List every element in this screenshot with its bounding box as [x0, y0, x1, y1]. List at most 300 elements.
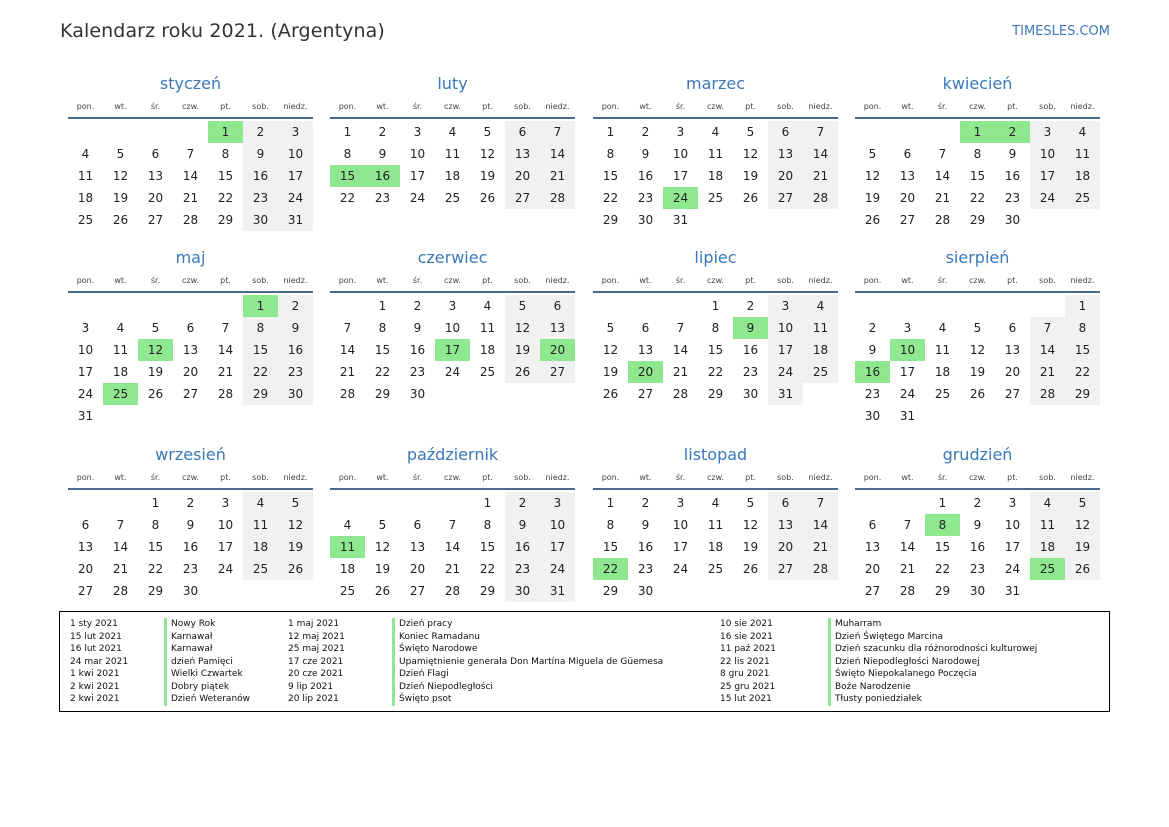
day-cell: 18	[479, 343, 496, 357]
day-cell: 27	[77, 584, 94, 598]
day-cell: 4	[448, 125, 457, 139]
day-cell: 14	[217, 343, 234, 357]
day-cell: 3	[278, 121, 313, 143]
day-cell: 13	[768, 514, 803, 536]
month-calendar	[593, 73, 838, 231]
day-cell: 17	[768, 339, 803, 361]
week-row	[593, 580, 838, 602]
empty-day-cell	[505, 383, 540, 405]
day-cell: 14	[1030, 339, 1065, 361]
weekday-header	[68, 97, 313, 119]
day-cell: 17	[435, 339, 470, 361]
day-cell: 2	[243, 121, 278, 143]
day-cell: 28	[217, 387, 234, 401]
day-cell: 9	[505, 514, 540, 536]
day-cell: 27	[899, 213, 916, 227]
day-cell: 29	[374, 387, 391, 401]
week-row	[855, 536, 1100, 558]
day-cell: 15	[147, 540, 164, 554]
weekday-label: wt.	[639, 102, 652, 111]
day-cell: 20	[899, 191, 916, 205]
empty-day-cell	[540, 383, 575, 405]
month-calendar	[68, 444, 313, 602]
weeks	[855, 490, 1100, 602]
weekday-label: niedz.	[545, 473, 570, 482]
day-cell: 31	[540, 580, 575, 602]
day-cell: 4	[343, 518, 352, 532]
site-link[interactable]: TIMESLES.COM	[1012, 24, 1110, 39]
empty-day-cell	[855, 121, 890, 143]
day-cell: 4	[483, 299, 492, 313]
day-cell: 6	[540, 295, 575, 317]
day-cell: 26	[1065, 558, 1100, 580]
weekday-label: pt.	[220, 473, 231, 482]
weekday-header	[330, 271, 575, 293]
day-cell: 29	[934, 584, 951, 598]
day-cell: 22	[147, 562, 164, 576]
day-cell: 21	[934, 191, 951, 205]
empty-day-cell	[103, 295, 138, 317]
holiday-names-column-2	[392, 618, 663, 706]
day-cell: 3	[413, 125, 422, 139]
week-row	[593, 514, 838, 536]
day-cell: 18	[1065, 165, 1100, 187]
holiday-name: Wielki Czwartek	[171, 669, 243, 679]
day-cell: 30	[278, 383, 313, 405]
day-cell: 3	[1030, 121, 1065, 143]
empty-day-cell	[733, 209, 768, 231]
holiday-name: Nowy Rok	[171, 619, 216, 629]
weekday-label: sob.	[252, 276, 269, 285]
holiday-date: 15 lut 2021	[720, 694, 772, 704]
weekday-label: wt.	[901, 102, 914, 111]
day-cell: 10	[409, 147, 426, 161]
holiday-name: Karnawał	[171, 644, 213, 654]
day-cell: 6	[641, 321, 650, 335]
weekday-label: wt.	[376, 102, 389, 111]
day-cell: 19	[969, 365, 986, 379]
weekday-label: niedz.	[808, 102, 833, 111]
holiday-date: 1 maj 2021	[288, 619, 340, 629]
weekday-label: sob.	[1039, 473, 1056, 482]
day-cell: 4	[1030, 492, 1065, 514]
day-cell: 28	[540, 187, 575, 209]
day-cell: 6	[768, 492, 803, 514]
weekday-label: pon.	[601, 102, 620, 111]
empty-day-cell	[1065, 209, 1100, 231]
day-cell: 19	[112, 191, 129, 205]
weekday-label: czw.	[182, 276, 199, 285]
day-cell: 19	[374, 562, 391, 576]
day-cell: 16	[409, 343, 426, 357]
day-cell: 25	[243, 558, 278, 580]
holiday-name: Karnawał	[171, 631, 213, 642]
day-cell: 15	[934, 540, 951, 554]
day-cell: 13	[409, 540, 426, 554]
weekday-label: wt.	[114, 276, 127, 285]
week-row	[68, 295, 313, 317]
day-cell: 30	[969, 584, 986, 598]
day-cell: 17	[672, 169, 689, 183]
day-cell: 7	[221, 321, 230, 335]
day-cell: 16	[182, 540, 199, 554]
day-cell: 19	[505, 339, 540, 361]
empty-day-cell	[103, 405, 138, 427]
empty-day-cell	[103, 492, 138, 514]
week-row	[855, 405, 1100, 427]
weekday-label: śr.	[937, 276, 948, 285]
day-cell: 25	[707, 191, 724, 205]
day-cell: 19	[864, 191, 881, 205]
day-cell: 5	[378, 518, 387, 532]
weekday-label: pon.	[76, 276, 95, 285]
day-cell: 22	[602, 191, 619, 205]
empty-day-cell	[995, 405, 1030, 427]
holiday-name: Dzień Niepodległości	[399, 681, 493, 692]
day-cell: 26	[969, 387, 986, 401]
day-cell: 17	[672, 540, 689, 554]
day-cell: 7	[540, 121, 575, 143]
day-cell: 27	[637, 387, 654, 401]
day-cell: 26	[505, 361, 540, 383]
empty-day-cell	[698, 209, 733, 231]
day-cell: 29	[602, 213, 619, 227]
day-cell: 21	[112, 562, 129, 576]
day-cell: 20	[1004, 365, 1021, 379]
day-cell: 3	[676, 496, 685, 510]
weekday-label: pon.	[338, 276, 357, 285]
day-cell: 5	[973, 321, 982, 335]
day-cell: 13	[77, 540, 94, 554]
day-cell: 1	[1065, 295, 1100, 317]
day-cell: 19	[147, 365, 164, 379]
weeks	[593, 490, 838, 602]
day-cell: 10	[540, 514, 575, 536]
day-cell: 7	[938, 147, 947, 161]
week-row	[330, 514, 575, 536]
day-cell: 4	[243, 492, 278, 514]
weekday-label: wt.	[376, 473, 389, 482]
week-row	[593, 165, 838, 187]
day-cell: 7	[116, 518, 125, 532]
day-cell: 22	[1065, 361, 1100, 383]
weeks	[593, 293, 838, 405]
week-row	[593, 209, 838, 231]
day-cell: 5	[746, 125, 755, 139]
weekday-label: sob.	[777, 276, 794, 285]
day-cell: 13	[505, 143, 540, 165]
month-calendar	[330, 247, 575, 405]
day-cell: 7	[186, 147, 195, 161]
month-name: maj	[175, 248, 206, 267]
holiday-name: Muharram	[835, 619, 882, 629]
day-cell: 9	[243, 143, 278, 165]
day-cell: 10	[1030, 143, 1065, 165]
week-row	[593, 143, 838, 165]
weekday-label: pt.	[745, 102, 756, 111]
empty-day-cell	[593, 295, 628, 317]
empty-day-cell	[365, 492, 400, 514]
holiday-name: dzień Pamięci	[171, 656, 233, 667]
day-cell: 22	[243, 361, 278, 383]
holiday-date: 12 maj 2021	[288, 631, 345, 642]
day-cell: 28	[339, 387, 356, 401]
day-cell: 20	[147, 191, 164, 205]
day-cell: 6	[151, 147, 160, 161]
day-cell: 2	[413, 299, 422, 313]
holiday-date: 1 sty 2021	[70, 619, 118, 629]
weekday-label: pon.	[863, 276, 882, 285]
day-cell: 11	[330, 536, 365, 558]
weekday-label: pt.	[745, 276, 756, 285]
empty-day-cell	[470, 383, 505, 405]
day-cell: 26	[374, 584, 391, 598]
weekday-label: pt.	[482, 102, 493, 111]
weekday-label: śr.	[675, 102, 686, 111]
day-cell: 14	[444, 540, 461, 554]
day-cell: 7	[343, 321, 352, 335]
day-cell: 6	[413, 518, 422, 532]
day-cell: 26	[602, 387, 619, 401]
day-cell: 16	[742, 343, 759, 357]
day-cell: 22	[707, 365, 724, 379]
week-row	[330, 317, 575, 339]
week-row	[855, 187, 1100, 209]
weekday-label: pt.	[1007, 473, 1018, 482]
weekday-label: czw.	[707, 473, 724, 482]
day-cell: 25	[103, 383, 138, 405]
weekday-label: wt.	[901, 276, 914, 285]
day-cell: 20	[77, 562, 94, 576]
week-row	[68, 317, 313, 339]
day-cell: 16	[855, 361, 890, 383]
holiday-name: Święto Niepokalanego Poczęcia	[835, 669, 977, 679]
empty-day-cell	[890, 492, 925, 514]
day-cell: 25	[803, 361, 838, 383]
day-cell: 24	[899, 387, 916, 401]
day-cell: 1	[938, 496, 947, 510]
day-cell: 16	[505, 536, 540, 558]
week-row	[855, 295, 1100, 317]
day-cell: 19	[1065, 536, 1100, 558]
weekday-label: wt.	[639, 276, 652, 285]
empty-day-cell	[173, 121, 208, 143]
day-cell: 13	[899, 169, 916, 183]
day-cell: 24	[217, 562, 234, 576]
day-cell: 5	[116, 147, 125, 161]
day-cell: 12	[479, 147, 496, 161]
day-cell: 11	[444, 147, 461, 161]
weekday-label: czw.	[444, 102, 461, 111]
day-cell: 27	[147, 213, 164, 227]
week-row	[593, 383, 838, 405]
day-cell: 14	[899, 540, 916, 554]
day-cell: 20	[505, 165, 540, 187]
weeks	[855, 293, 1100, 427]
day-cell: 17	[1004, 540, 1021, 554]
weekday-label: niedz.	[808, 276, 833, 285]
day-cell: 15	[602, 169, 619, 183]
empty-day-cell	[243, 405, 278, 427]
holiday-date: 20 lip 2021	[288, 694, 339, 704]
week-row	[330, 143, 575, 165]
weekday-label: czw.	[707, 276, 724, 285]
holiday-date: 22 lis 2021	[720, 656, 770, 667]
day-cell: 21	[540, 165, 575, 187]
empty-day-cell	[925, 295, 960, 317]
day-cell: 21	[672, 365, 689, 379]
day-cell: 9	[868, 343, 877, 357]
week-row	[330, 492, 575, 514]
day-cell: 19	[602, 365, 619, 379]
week-row	[68, 492, 313, 514]
day-cell: 26	[742, 191, 759, 205]
day-cell: 20	[182, 365, 199, 379]
day-cell: 11	[1065, 143, 1100, 165]
empty-day-cell	[278, 405, 313, 427]
day-cell: 31	[768, 383, 803, 405]
day-cell: 23	[505, 558, 540, 580]
day-cell: 24	[768, 361, 803, 383]
day-cell: 29	[147, 584, 164, 598]
day-cell: 31	[77, 409, 94, 423]
day-cell: 24	[663, 187, 698, 209]
holiday-date: 8 gru 2021	[720, 669, 770, 679]
day-cell: 3	[448, 299, 457, 313]
day-cell: 18	[444, 169, 461, 183]
weekday-label: pon.	[601, 473, 620, 482]
weekday-label: niedz.	[283, 102, 308, 111]
day-cell: 10	[217, 518, 234, 532]
empty-day-cell	[330, 492, 365, 514]
day-cell: 27	[768, 187, 803, 209]
day-cell: 12	[374, 540, 391, 554]
weekday-label: niedz.	[545, 102, 570, 111]
day-cell: 8	[483, 518, 492, 532]
day-cell: 4	[81, 147, 90, 161]
week-row	[855, 361, 1100, 383]
empty-day-cell	[1065, 405, 1100, 427]
day-cell: 29	[707, 387, 724, 401]
empty-day-cell	[208, 295, 243, 317]
day-cell: 1	[711, 299, 720, 313]
week-row	[330, 580, 575, 602]
month-name: marzec	[685, 74, 745, 93]
day-cell: 28	[112, 584, 129, 598]
day-cell: 15	[374, 343, 391, 357]
holiday-date: 11 paź 2021	[720, 644, 777, 654]
day-cell: 30	[742, 387, 759, 401]
day-cell: 4	[1065, 121, 1100, 143]
day-cell: 9	[1008, 147, 1017, 161]
day-cell: 20	[540, 339, 575, 361]
weekday-label: sob.	[514, 276, 531, 285]
empty-day-cell	[803, 580, 838, 602]
weekday-header	[593, 271, 838, 293]
empty-day-cell	[68, 295, 103, 317]
day-cell: 12	[742, 147, 759, 161]
day-cell: 26	[742, 562, 759, 576]
day-cell: 8	[606, 518, 615, 532]
week-row	[68, 580, 313, 602]
weekday-label: pon.	[76, 102, 95, 111]
weekday-header	[593, 468, 838, 490]
day-cell: 28	[444, 584, 461, 598]
day-cell: 5	[151, 321, 160, 335]
day-cell: 6	[186, 321, 195, 335]
month-calendar	[68, 247, 313, 427]
empty-day-cell	[803, 383, 838, 405]
day-cell: 22	[479, 562, 496, 576]
week-row	[855, 492, 1100, 514]
week-row	[68, 187, 313, 209]
week-row	[68, 121, 313, 143]
week-row	[855, 514, 1100, 536]
weekday-label: sob.	[777, 102, 794, 111]
weekday-label: czw.	[182, 473, 199, 482]
day-cell: 23	[742, 365, 759, 379]
holiday-name: Dzień szacunku dla różnorodności kulturowej	[835, 644, 1038, 654]
day-cell: 12	[602, 343, 619, 357]
empty-day-cell	[400, 492, 435, 514]
day-cell: 30	[637, 213, 654, 227]
empty-day-cell	[243, 580, 278, 602]
day-cell: 5	[606, 321, 615, 335]
day-cell: 15	[1065, 339, 1100, 361]
day-cell: 9	[278, 317, 313, 339]
day-cell: 13	[1004, 343, 1021, 357]
week-row	[855, 165, 1100, 187]
day-cell: 22	[374, 365, 391, 379]
holiday-name: Dzień Niepodległości Narodowej	[835, 656, 980, 667]
weeks	[330, 293, 575, 405]
empty-day-cell	[855, 492, 890, 514]
page-title: Kalendarz roku 2021. (Argentyna)	[60, 20, 385, 42]
weeks	[855, 119, 1100, 231]
day-cell: 10	[278, 143, 313, 165]
weekday-label: pon.	[338, 473, 357, 482]
day-cell: 26	[147, 387, 164, 401]
week-row	[330, 187, 575, 209]
week-row	[330, 383, 575, 405]
day-cell: 20	[768, 165, 803, 187]
weekday-label: śr.	[150, 102, 161, 111]
day-cell: 28	[182, 213, 199, 227]
day-cell: 14	[934, 169, 951, 183]
empty-day-cell	[208, 405, 243, 427]
day-cell: 24	[278, 187, 313, 209]
weeks	[593, 119, 838, 231]
month-name: kwiecień	[942, 74, 1013, 93]
weekday-label: wt.	[376, 276, 389, 285]
holiday-date: 20 cze 2021	[288, 669, 344, 679]
day-cell: 8	[378, 321, 387, 335]
day-cell: 29	[217, 213, 234, 227]
day-cell: 10	[768, 317, 803, 339]
holiday-date: 24 mar 2021	[70, 656, 129, 667]
day-cell: 19	[742, 540, 759, 554]
month-calendar	[330, 444, 575, 602]
week-row	[330, 165, 575, 187]
weekday-label: niedz.	[1070, 276, 1095, 285]
weekday-label: pt.	[482, 473, 493, 482]
day-cell: 16	[1004, 169, 1021, 183]
day-cell: 17	[409, 169, 426, 183]
day-cell: 27	[1004, 387, 1021, 401]
day-cell: 16	[969, 540, 986, 554]
empty-day-cell	[890, 121, 925, 143]
day-cell: 28	[934, 213, 951, 227]
